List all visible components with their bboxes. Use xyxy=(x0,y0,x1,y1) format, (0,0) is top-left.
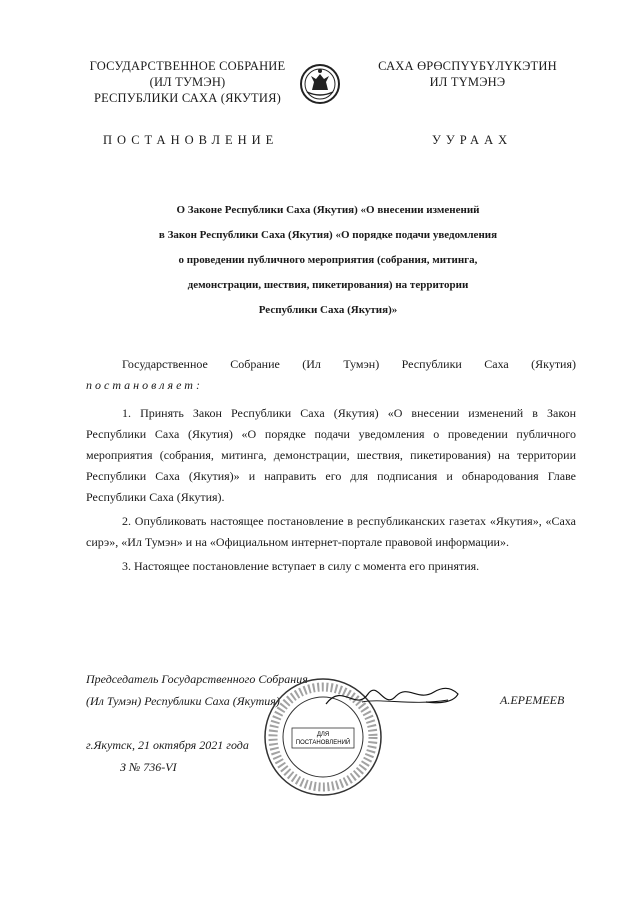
document-title xyxy=(80,198,576,323)
title-line-5: Республики Саха (Якутия)» xyxy=(258,304,398,316)
title-line-3: о проведении публичного мероприятия (собрания, митинга, xyxy=(178,254,478,266)
signatory-title-line-2: (Ил Тумэн) Республики Саха (Якутия) xyxy=(86,694,280,708)
stamp-center-line-1: ДЛЯ xyxy=(316,732,330,738)
place-date: г.Якутск, 21 октября 2021 года xyxy=(86,738,249,752)
stamp-center-line-2: ПОСТАНОВЛЕНИЙ xyxy=(295,740,351,746)
header-left-line-3: РЕСПУБЛИКИ САХА (ЯКУТИЯ) xyxy=(94,91,281,105)
signatory-name: А.ЕРЕМЕЕВ xyxy=(500,693,565,707)
header-right-line-1: САХА ӨРӨСПҮҮБҮЛҮКЭТИН xyxy=(378,59,557,73)
title-line-4: демонстрации, шествия, пикетирования) на территории xyxy=(187,279,469,291)
intro-text: Государственное Собрание (Ил Тумэн) Республики Саха (Якутия) xyxy=(122,357,576,371)
document-number: З № 736-VI xyxy=(120,760,177,774)
item-2-paragraph: 2. Опубликовать настоящее постановление в республиканских газетах «Якутия», «Саха сирэ», «Ил Тумэн» и на «Официальном интернет-портале правовой информации». xyxy=(86,514,576,549)
item-1-paragraph: 1. Принять Закон Республики Саха (Якутия) «О внесении изменений в Закон Республики Саха (Якутия) «О порядке подачи уведомления о проведении публичного мероприятия (собрания, митинга, демонстрации, шествия, пикетирования) на территории Республики Саха (Якутия)» и направить его для подписания и обнародования Главе Республики Саха (Якутия). xyxy=(86,406,576,504)
item-3-paragraph: 3. Настоящее постановление вступает в силу с момента его принятия. xyxy=(122,559,480,573)
signatory-title-line-1: Председатель Государственного Собрания xyxy=(86,672,308,686)
handwritten-signature xyxy=(322,672,462,722)
coat-of-arms-emblem-icon xyxy=(299,62,341,106)
header-right-block xyxy=(360,58,575,90)
doc-type-yakut: УУРААХ xyxy=(432,133,513,147)
header-left-line-2: (ИЛ ТУМЭН) xyxy=(149,75,226,89)
header-right-line-2: ИЛ ТҮМЭНЭ xyxy=(429,75,506,89)
title-line-1: О Законе Республики Саха (Якутия) «О внесении изменений xyxy=(176,204,480,216)
decree-word: постановляет: xyxy=(86,378,203,392)
doc-type-russian: ПОСТАНОВЛЕНИЕ xyxy=(103,133,279,147)
header-left-block xyxy=(80,58,295,106)
header-left-line-1: ГОСУДАРСТВЕННОЕ СОБРАНИЕ xyxy=(89,59,286,73)
intro-paragraph xyxy=(86,354,576,396)
title-line-2: в Закон Республики Саха (Якутия) «О порядке подачи уведомления xyxy=(158,229,498,241)
